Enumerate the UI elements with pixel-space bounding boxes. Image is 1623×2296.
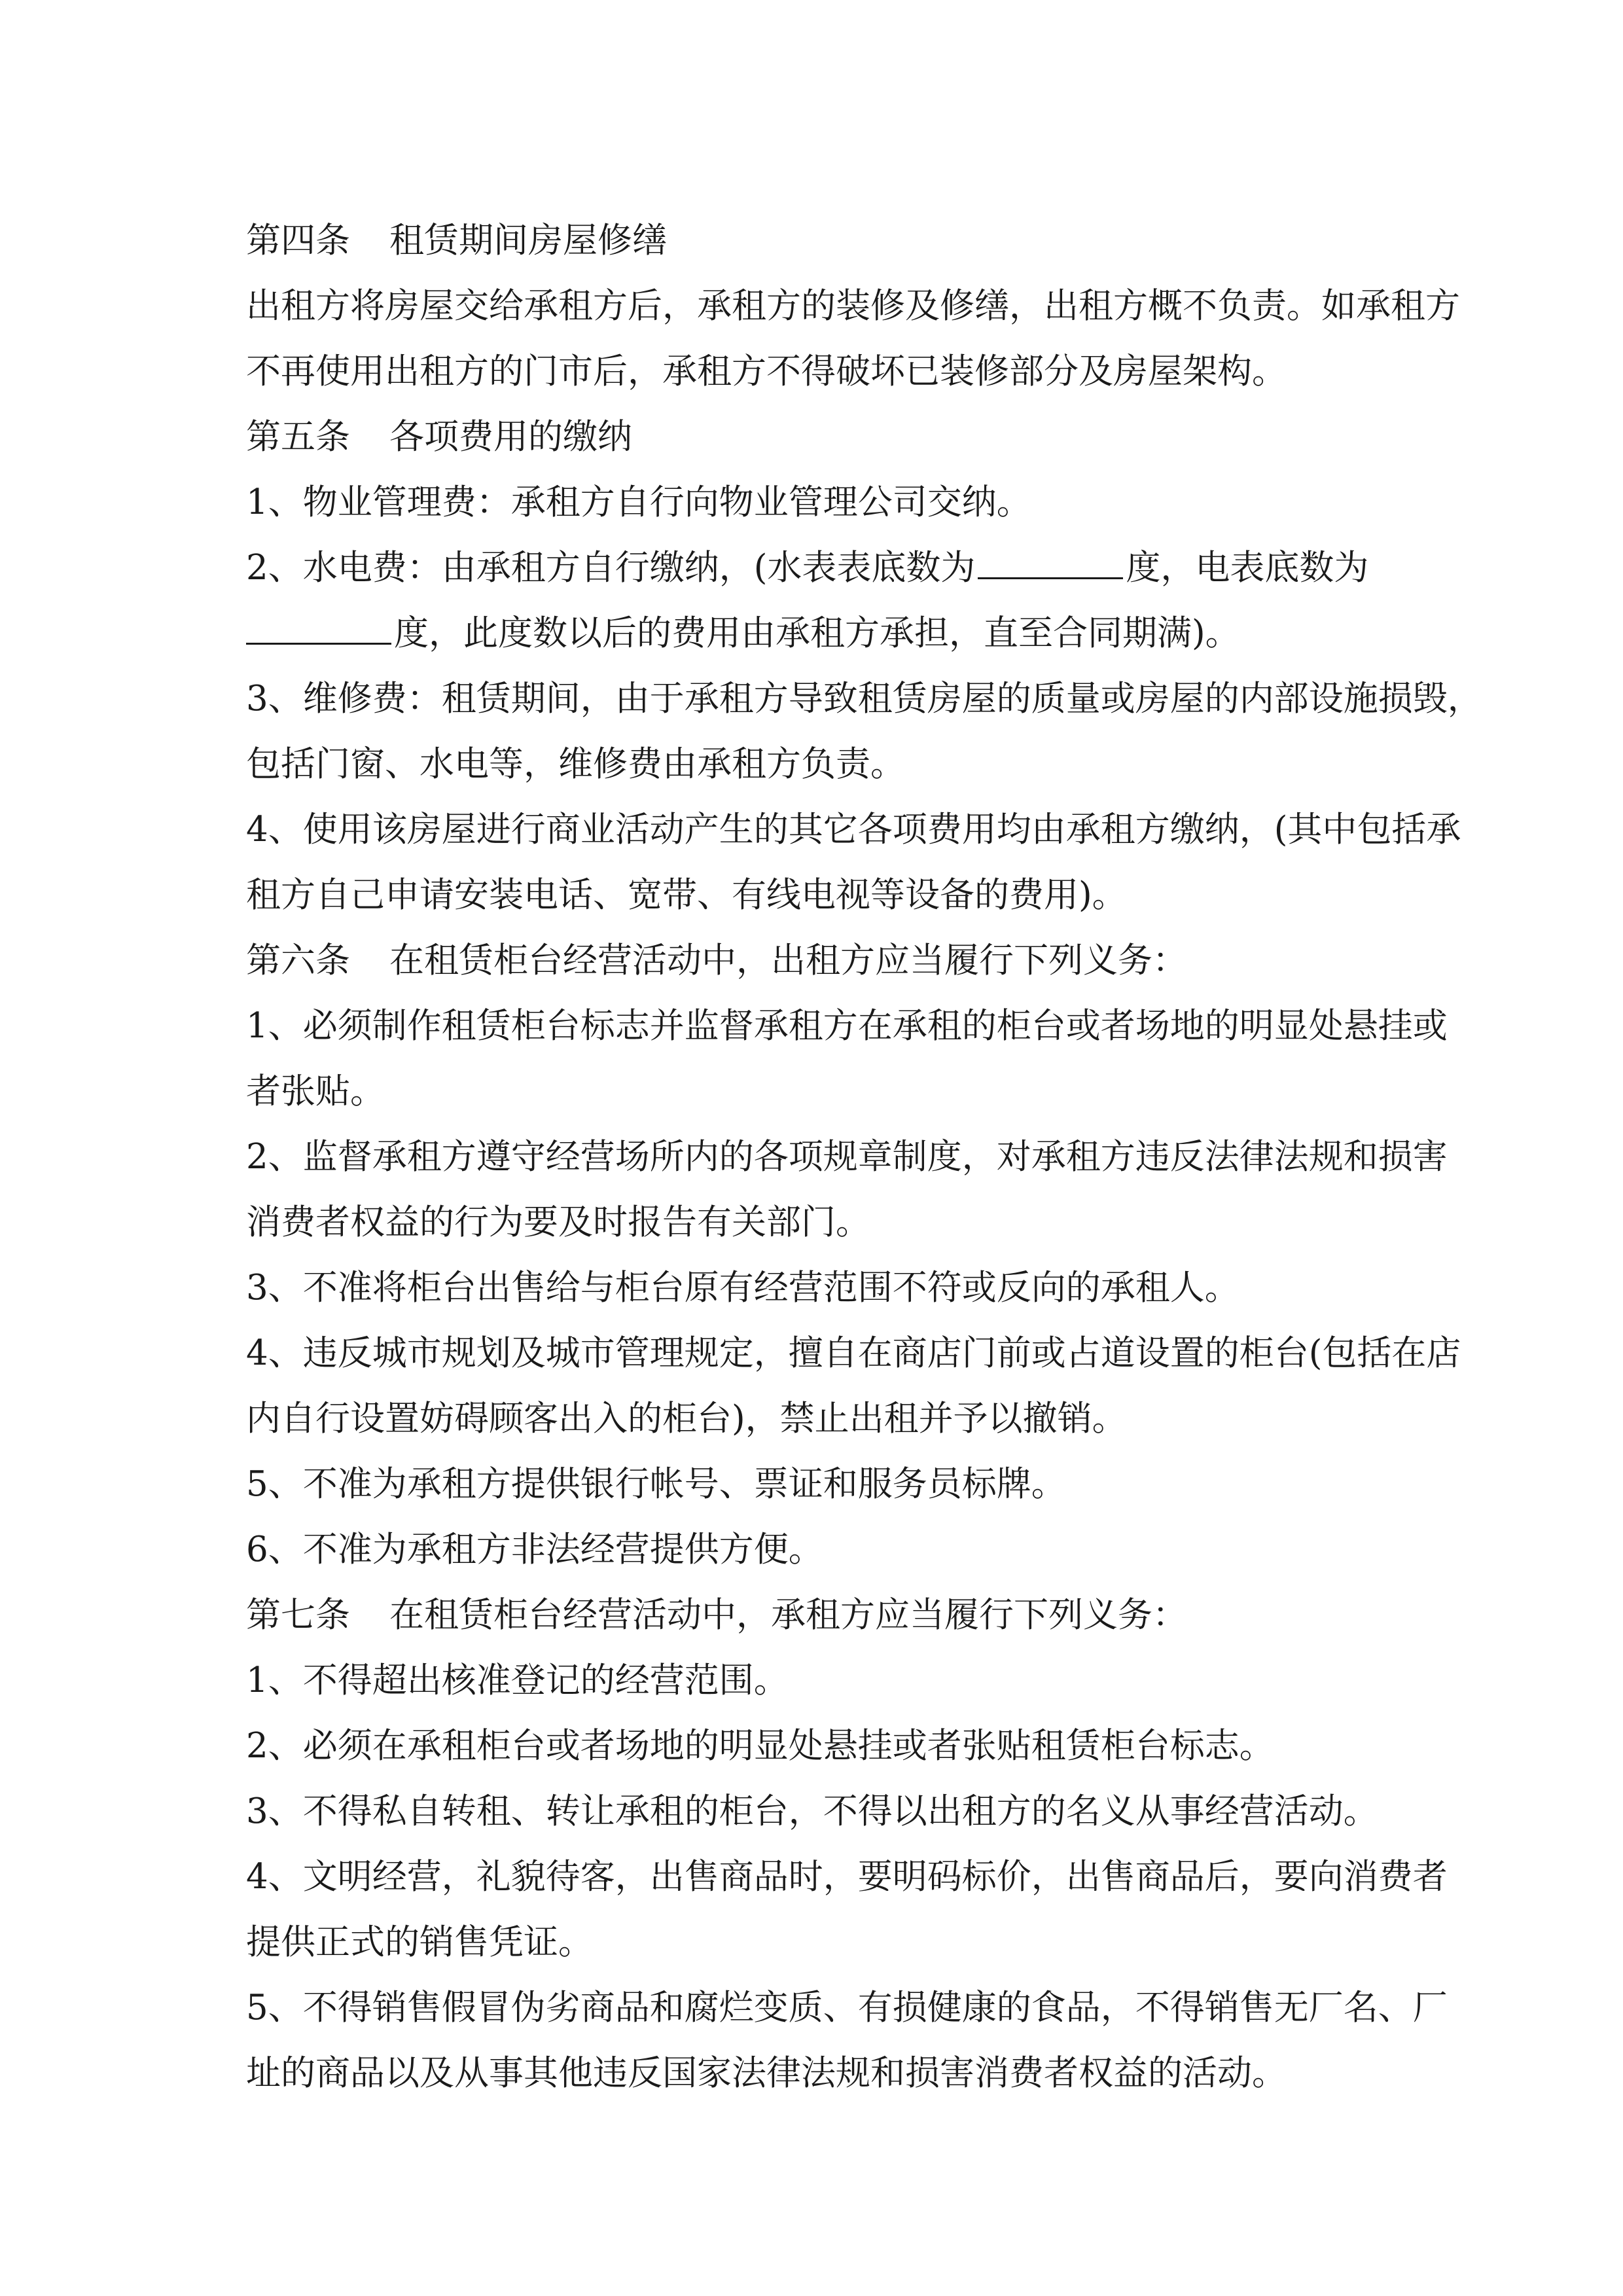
paragraph-line: 不再使用出租方的门市后，承租方不得破坏已装修部分及房屋架构。 bbox=[246, 351, 1287, 391]
fill-in-blank bbox=[978, 537, 1123, 579]
list-item: 4、使用该房屋进行商业活动产生的其它各项费用均由承租方缴纳，(其中包括承 bbox=[246, 810, 1461, 850]
list-item-continued: 者张贴。 bbox=[246, 1071, 385, 1111]
list-item: 5、不得销售假冒伪劣商品和腐烂变质、有损健康的食品，不得销售无厂名、厂 bbox=[246, 1988, 1448, 2028]
article-title: 租赁期间房屋修缮 bbox=[389, 221, 667, 260]
document-body bbox=[246, 208, 1482, 2106]
list-item: 3、维修费：租赁期间，由于承租方导致租赁房屋的质量或房屋的内部设施损毁， bbox=[246, 679, 1482, 719]
list-item-continued: 度，此度数以后的费用由承租方承担，直至合同期满)。 bbox=[246, 601, 1398, 666]
article-title: 各项费用的缴纳 bbox=[389, 417, 632, 457]
list-item-continued: 址的商品以及从事其他违反国家法律法规和损害消费者权益的活动。 bbox=[246, 2053, 1287, 2093]
list-item: 2、水电费：由承租方自行缴纳，(水表表底数为 度，电表底数为 bbox=[246, 535, 1398, 601]
article-number: 第六条 bbox=[246, 941, 350, 980]
list-item: 2、必须在承租柜台或者场地的明显处悬挂或者张贴租赁柜台标志。 bbox=[246, 1726, 1274, 1766]
article-5-heading bbox=[246, 404, 1398, 470]
article-title: 在租赁柜台经营活动中，出租方应当履行下列义务： bbox=[389, 941, 1187, 980]
list-item: 2、监督承租方遵守经营场所内的各项规章制度，对承租方违反法律法规和损害 bbox=[246, 1137, 1448, 1177]
list-item: 5、不准为承租方提供银行帐号、票证和服务员标牌。 bbox=[246, 1464, 1066, 1504]
article-4-heading bbox=[246, 208, 1398, 274]
list-item: 4、文明经营，礼貌待客，出售商品时，要明码标价，出售商品后，要向消费者 bbox=[246, 1857, 1448, 1897]
article-7-heading bbox=[246, 1583, 1398, 1648]
list-item-continued: 内自行设置妨碍顾客出入的柜台)，禁止出租并予以撤销。 bbox=[246, 1399, 1127, 1439]
fill-in-blank bbox=[246, 602, 391, 645]
article-title: 在租赁柜台经营活动中，承租方应当履行下列义务： bbox=[389, 1595, 1187, 1635]
list-item: 6、不准为承租方非法经营提供方便。 bbox=[246, 1530, 823, 1570]
list-item: 1、物业管理费：承租方自行向物业管理公司交纳。 bbox=[246, 482, 1031, 522]
list-item: 3、不准将柜台出售给与柜台原有经营范围不符或反向的承租人。 bbox=[246, 1268, 1240, 1308]
list-item: 3、不得私自转租、转让承租的柜台，不得以出租方的名义从事经营活动。 bbox=[246, 1791, 1378, 1831]
article-number: 第七条 bbox=[246, 1595, 350, 1635]
list-item-continued: 包括门窗、水电等，维修费由承租方负责。 bbox=[246, 744, 905, 784]
article-6-heading bbox=[246, 928, 1398, 994]
list-item-continued: 提供正式的销售凭证。 bbox=[246, 1922, 593, 1962]
article-number: 第五条 bbox=[246, 417, 350, 457]
list-item-continued: 租方自己申请安装电话、宽带、有线电视等设备的费用)。 bbox=[246, 875, 1127, 915]
list-item: 1、不得超出核准登记的经营范围。 bbox=[246, 1660, 789, 1700]
paragraph-line: 出租方将房屋交给承租方后，承租方的装修及修缮，出租方概不负责。如承租方 bbox=[246, 286, 1460, 326]
article-number: 第四条 bbox=[246, 221, 350, 260]
list-item: 1、必须制作租赁柜台标志并监督承租方在承租的柜台或者场地的明显处悬挂或 bbox=[246, 1006, 1448, 1046]
list-item-continued: 消费者权益的行为要及时报告有关部门。 bbox=[246, 1202, 870, 1242]
list-item: 4、违反城市规划及城市管理规定，擅自在商店门前或占道设置的柜台(包括在店 bbox=[246, 1333, 1461, 1373]
